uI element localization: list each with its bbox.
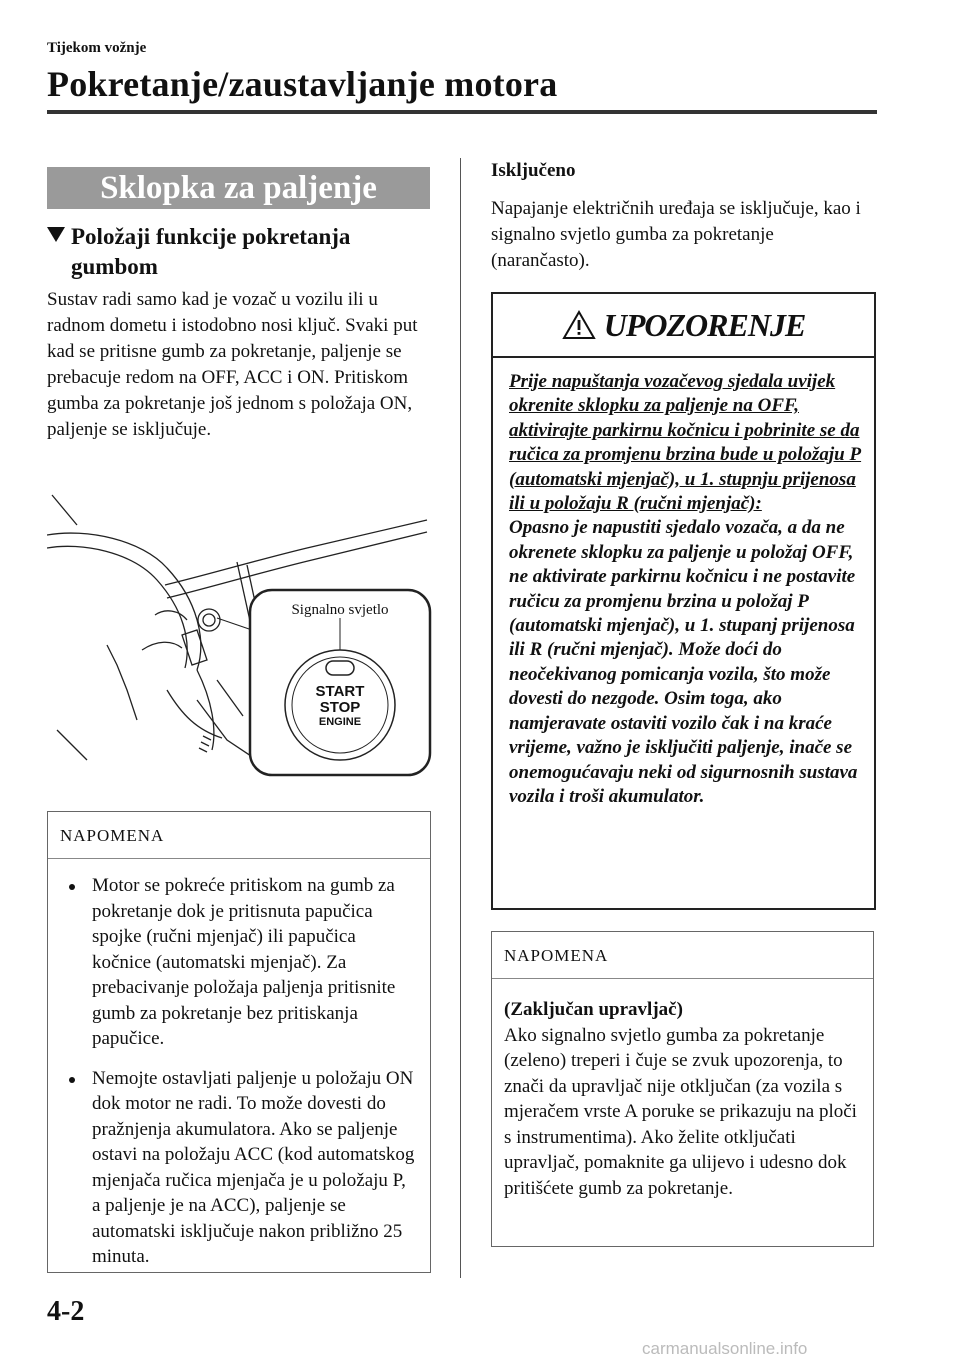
subheading (47, 222, 437, 282)
note-bullet (60, 873, 418, 1052)
signal-light-icon (326, 661, 354, 675)
warning-title: UPOZORENJE (603, 306, 806, 343)
title-rule (47, 110, 877, 114)
page-number: 4-2 (47, 1296, 85, 1327)
intro-paragraph: Sustav radi samo kad je vozač u vozilu ili u radnom dometu i istodobno nosi ključ. Svaki put kad se pritisne gumb za pokretanje, paljenje se prebacuje redom na OFF, ACC i ON. Pritiskom gumba za pokretanje još jednom s položaja ON, paljenje se isključuje. (47, 289, 418, 440)
note-box-left (47, 811, 431, 1273)
off-heading: Isključeno (491, 160, 576, 181)
page-title: Pokretanje/zaustavljanje motora (47, 64, 558, 104)
button-text-stop: STOP (319, 699, 361, 716)
ignition-illustration (47, 490, 437, 785)
note-text: Ako signalno svjetlo gumba za pokretanje (zeleno) treperi i čuje se zvuk upozorenja, to znači da upravljač nije otključan (za vozila s mjeračem vrste A poruke se prikazuju na ploči s instrumentima). Ako želite otključati upravljač, pomaknite ga ulijevo i udesno dok pritišćete gumb za pokretanje. (504, 1024, 857, 1199)
note-heading: NAPOMENA (48, 812, 430, 859)
signal-light-callout: Signalno svjetlo (291, 602, 389, 618)
warning-triangle-icon (562, 310, 596, 340)
warning-header (493, 294, 874, 358)
bullet-dot-icon (69, 884, 75, 890)
breadcrumb: Tijekom vožnje (47, 40, 147, 56)
note-bullet-text: Motor se pokreće pritiskom na gumb za pokretanje dok je pritisnuta papučica spojke (ručni mjenjač) ili papučica kočnice (automatski mjenjač). Za prebacivanje položaja paljenja pritisnite gumb za pokretanje bez pritiskanja papučice. (92, 875, 396, 1049)
note-bullet (60, 1066, 418, 1270)
subheading-line2: gumbom (71, 254, 158, 279)
subheading-line1: Položaji funkcije pokretanja (71, 224, 351, 249)
section-banner: Sklopka za paljenje (47, 167, 430, 209)
note-subheading: (Zaključan upravljač) (504, 999, 683, 1020)
bullet-dot-icon (69, 1077, 75, 1083)
triangle-bullet-icon (47, 227, 65, 242)
note-bullet-text: Nemojte ostavljati paljenje u položaju ON dok motor ne radi. To može dovesti do pražnjenja akumulatora. Ako se paljenje ostavi na položaju ACC (kod automatskog mjenjača ručica mjenjača je u položaju P, a paljenje je na ACC), paljenje se automatski isključuje nakon približno 25 minuta. (92, 1067, 415, 1267)
off-paragraph: Napajanje električnih uređaja se isključuje, kao i signalno svjetlo gumba za pokretanje (narančasto). (491, 198, 861, 271)
button-text-engine: ENGINE (318, 716, 362, 728)
column-divider (460, 158, 461, 1278)
warning-explanation: Opasno je napustiti sjedalo vozača, a da ne okrenete sklopku za paljenje u položaj OFF, ne aktivirate parkirnu kočnicu i ne postavite ručicu za promjenu brzina u položaj P (automatski mjenjač), u 1. stupanj prijenosa ili R (ručni mjenjač). Može doći do neočekivanog pomicanja vozila, što može dovesti do nezgode. Osim toga, ako namjeravate ostaviti vozilo čak i na kraće vrijeme, važno je isključiti paljenje, inače se onemogućavaju neki od sigurnosnih sustava vozila i troši akumulator. (509, 517, 858, 807)
button-text-start: START (315, 683, 365, 700)
warning-instruction: Prije napuštanja vozačevog sjedala uvijek okrenite sklopku za paljenje na OFF, aktivirajte parkirnu kočnicu i pobrinite se da ručica za promjenu brzina bude u položaju P (automatski mjenjač), u 1. stupnju prijenosa ili u položaju R (ručni mjenjač): (509, 371, 862, 515)
note-box-right (491, 931, 874, 1247)
warning-box (491, 292, 876, 910)
watermark-text: carmanualsonline.info (642, 1339, 808, 1358)
note-heading: NAPOMENA (492, 932, 873, 979)
